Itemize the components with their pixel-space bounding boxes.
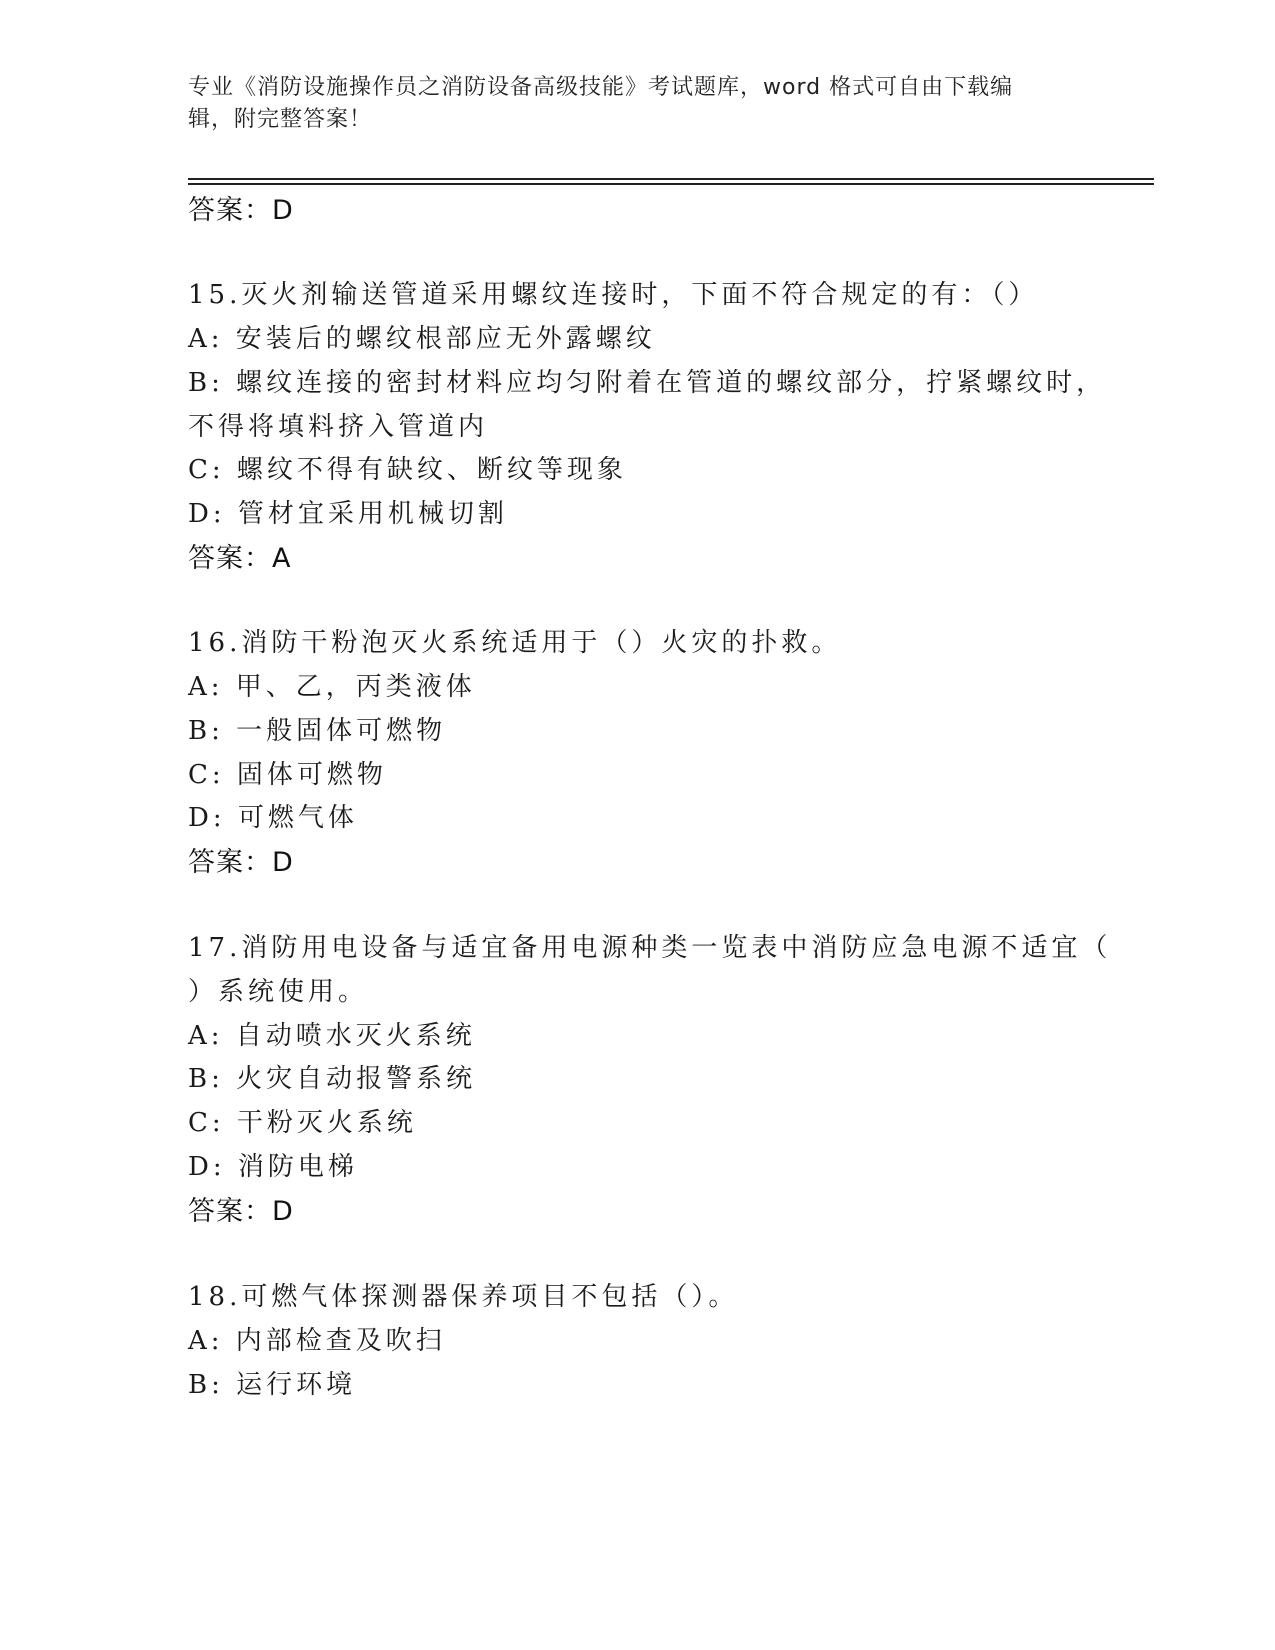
header-line-2: 辑，附完整答案！: [188, 107, 373, 132]
option-d: D: 消防电梯: [188, 1152, 358, 1182]
option-a: A: 内部检查及吹扫: [188, 1326, 446, 1356]
header-divider-bottom: [188, 183, 1154, 185]
question-stem-continuation: ）系统使用。: [188, 977, 369, 1007]
option-d: D: 管材宜采用机械切割: [188, 499, 508, 529]
option-a: A: 自动喷水灭火系统: [188, 1021, 476, 1051]
option-c: C: 螺纹不得有缺纹、断纹等现象: [188, 455, 627, 485]
option-c: C: 干粉灭火系统: [188, 1108, 417, 1138]
option-b: B: 螺纹连接的密封材料应均匀附着在管道的螺纹部分，拧紧螺纹时，: [188, 368, 1107, 398]
header-line-1: 专业《消防设施操作员之消防设备高级技能》考试题库，word 格式可自由下载编: [188, 75, 1014, 100]
option-b: B: 一般固体可燃物: [188, 716, 447, 746]
answer-line: 答案：D: [188, 847, 294, 878]
answer-line: 答案：A: [188, 543, 292, 574]
question-stem: 18.可燃气体探测器保养项目不包括（）。: [188, 1282, 739, 1312]
option-b: B: 运行环境: [188, 1370, 357, 1400]
answer-line: 答案：D: [188, 1196, 294, 1227]
question-stem: 17.消防用电设备与适宜备用电源种类一览表中消防应急电源不适宜（: [188, 933, 1112, 963]
option-a: A: 甲、乙，丙类液体: [188, 672, 476, 702]
question-stem: 15.灭火剂输送管道采用螺纹连接时，下面不符合规定的有：（）: [188, 280, 1039, 310]
option-b-continuation: 不得将填料挤入管道内: [188, 412, 489, 442]
header-divider-top: [188, 178, 1154, 180]
answer-line: 答案：D: [188, 195, 294, 226]
document-header: [188, 72, 1068, 136]
option-d: D: 可燃气体: [188, 803, 358, 833]
question-stem: 16.消防干粉泡灭火系统适用于（）火灾的扑救。: [188, 628, 842, 658]
option-a: A: 安装后的螺纹根部应无外露螺纹: [188, 324, 656, 354]
option-c: C: 固体可燃物: [188, 760, 387, 790]
option-b: B: 火灾自动报警系统: [188, 1064, 477, 1094]
